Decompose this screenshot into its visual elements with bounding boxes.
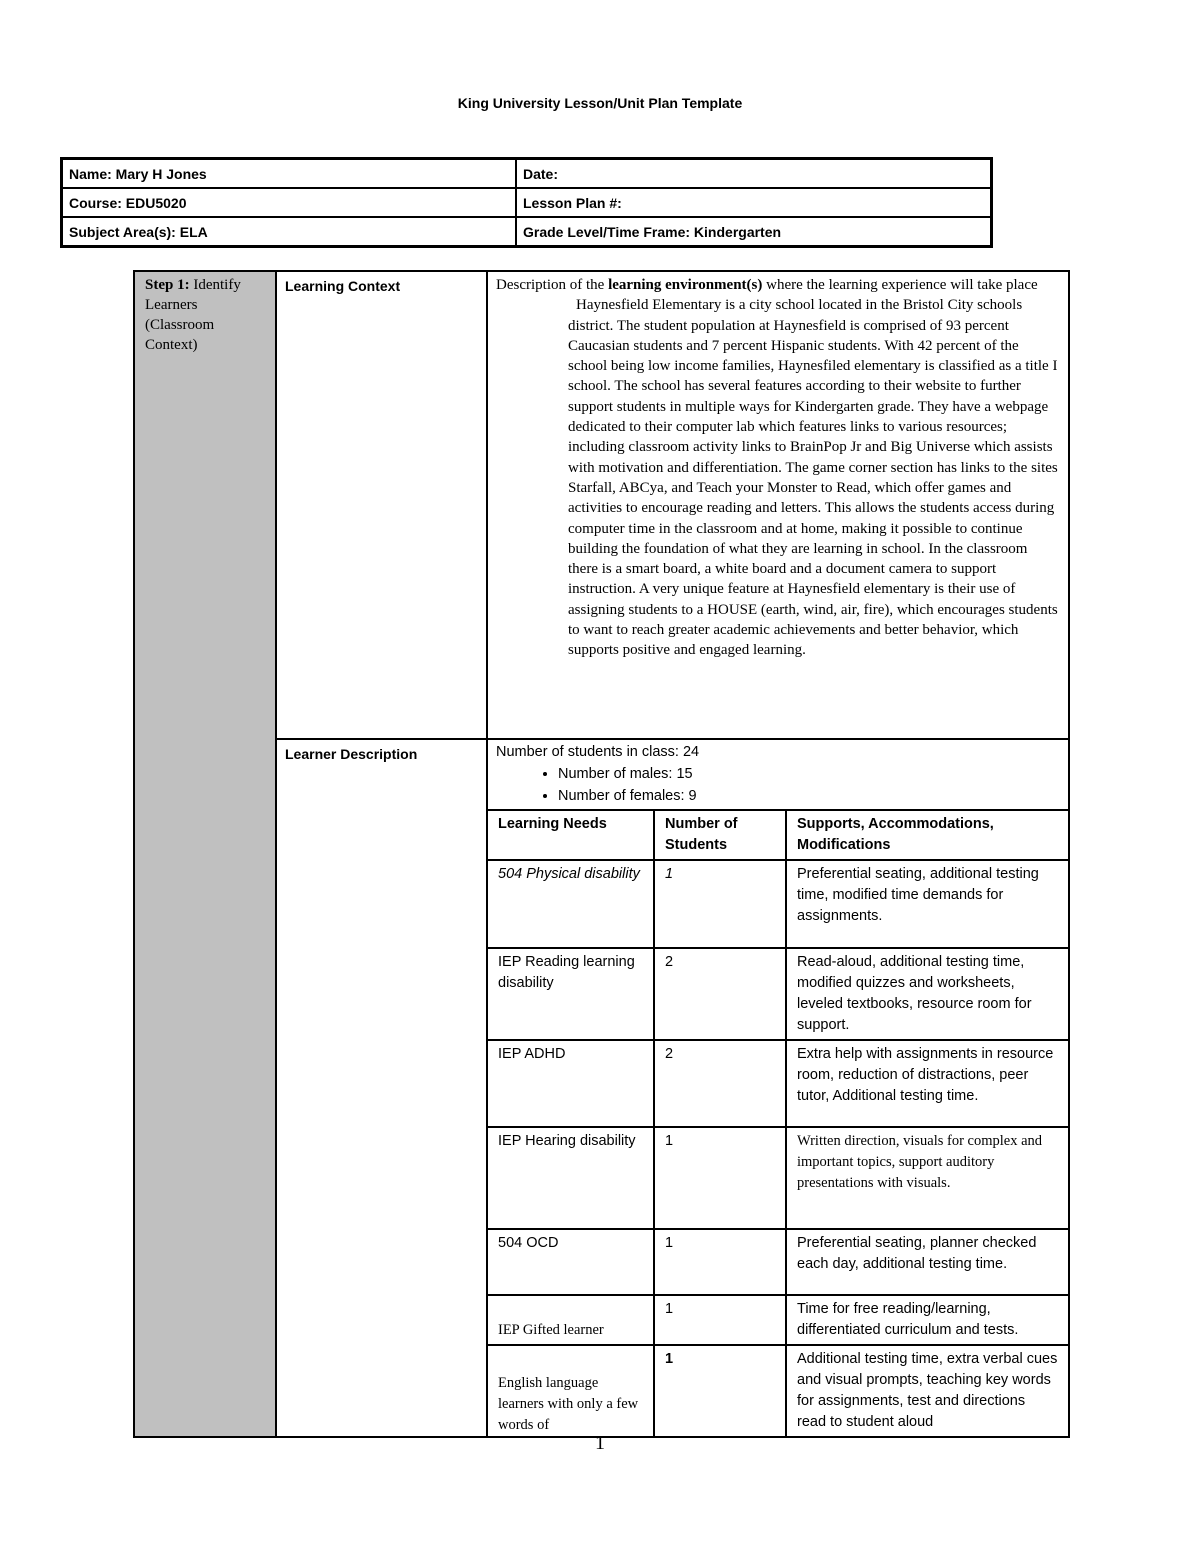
student-counts — [488, 740, 1068, 809]
lesson-plan-field: Lesson Plan #: — [516, 188, 992, 217]
student-count: 2 — [654, 948, 786, 1040]
step1-label-cell — [134, 271, 276, 1437]
support-text: Additional testing time, extra verbal cues and visual prompts, teaching key words for assignments, test and directions read to student aloud — [786, 1345, 1068, 1436]
learning-context-body: Haynesfield Elementary is a city school located in the Bristol City schools district. The student population at Haynesfield is comprised of 93 percent Caucasian students and 7 percent Hispanic students. With 42 percent of the school being low income families, Haynesfiled elementary is classified as a title I school. The school has several features according to their website to further support students in multiple ways for Kindergarten grade. They have a webpage dedicated to their computer lab which features links to various resources; including classroom activity links to BrainPop Jr and Big Universe which assists with motivation and differentiation. The game corner section has links to the sites Starfall, ABCya, and Teach your Monster to Read, which offer games and activities to encourage reading and letters. This allows the students access during computer time in the classroom and at home, making it possible to continue building the foundation of what they are learning in school. In the classroom there is a smart board, a white board and a document camera to support instruction. A very unique feature at Haynesfield elementary is their use of assigning students to a HOUSE (earth, wind, air, fire), which encourages students to want to reach greater academic achievements and better behavior, which supports positive and engaged learning. — [568, 297, 1058, 659]
learning-context-description: Description of the learning environment(s) where the learning experience will take place — [496, 277, 1038, 293]
student-count-females: • Number of females: 9 — [558, 785, 1060, 807]
support-text: Preferential seating, additional testing time, modified time demands for assignments. — [786, 860, 1068, 948]
column-header-number-of-students: Number of Students — [654, 810, 786, 860]
support-text: Written direction, visuals for complex and important topics, support auditory presentations with visuals. — [786, 1127, 1068, 1229]
table-row — [488, 1127, 1068, 1229]
student-count: 1 — [654, 860, 786, 948]
learner-description-label: Learner Description — [276, 739, 487, 1437]
learning-context-cell — [487, 271, 1069, 739]
column-header-learning-needs: Learning Needs — [488, 810, 654, 860]
document-title: King University Lesson/Unit Plan Template — [457, 95, 743, 111]
support-text: Extra help with assignments in resource room, reduction of distractions, peer tutor, Additional testing time. — [786, 1040, 1068, 1127]
support-text: Time for free reading/learning, differentiated curriculum and tests. — [786, 1295, 1068, 1345]
learning-need: 504 Physical disability — [488, 860, 654, 948]
learning-need: IEP Gifted learner — [488, 1295, 654, 1345]
column-header-supports: Supports, Accommodations, Modifications — [786, 810, 1068, 860]
learning-need: IEP ADHD — [488, 1040, 654, 1127]
table-row — [488, 1229, 1068, 1295]
student-count: 2 — [654, 1040, 786, 1127]
date-field: Date: — [516, 159, 992, 189]
table-row — [488, 1040, 1068, 1127]
table-row — [488, 860, 1068, 948]
learning-environment-bold: learning environment(s) — [608, 277, 763, 293]
table-row — [488, 948, 1068, 1040]
table-row — [488, 1295, 1068, 1345]
student-count-total: Number of students in class: 24 — [496, 744, 700, 760]
student-count-males: • Number of males: 15 — [558, 763, 1060, 785]
step1-label-bold: Step 1: — [145, 277, 190, 293]
grade-field: Grade Level/Time Frame: Kindergarten — [516, 217, 992, 247]
page-number: 1 — [595, 1432, 605, 1454]
name-field: Name: Mary H Jones — [62, 159, 517, 189]
table-row — [488, 1345, 1068, 1436]
learning-need: English language learners with only a few words of — [488, 1345, 654, 1436]
learner-description-cell — [487, 739, 1069, 1437]
step1-label-text: Identify Learners (Classroom Context) — [145, 277, 241, 353]
learning-context-label: Learning Context — [276, 271, 487, 739]
subject-field: Subject Area(s): ELA — [62, 217, 517, 247]
support-text: Read-aloud, additional testing time, modified quizzes and worksheets, leveled textbooks, resource room for support. — [786, 948, 1068, 1040]
student-count: 1 — [654, 1295, 786, 1345]
course-field: Course: EDU5020 — [62, 188, 517, 217]
student-count: 1 — [654, 1127, 786, 1229]
learning-need: 504 OCD — [488, 1229, 654, 1295]
learning-needs-table — [488, 809, 1068, 1436]
student-count: 1 — [654, 1229, 786, 1295]
header-info-table — [60, 157, 993, 248]
step1-table — [133, 270, 1070, 1438]
student-count: 1 — [654, 1345, 786, 1436]
support-text: Preferential seating, planner checked each day, additional testing time. — [786, 1229, 1068, 1295]
learning-need: IEP Reading learning disability — [488, 948, 654, 1040]
learning-need: IEP Hearing disability — [488, 1127, 654, 1229]
